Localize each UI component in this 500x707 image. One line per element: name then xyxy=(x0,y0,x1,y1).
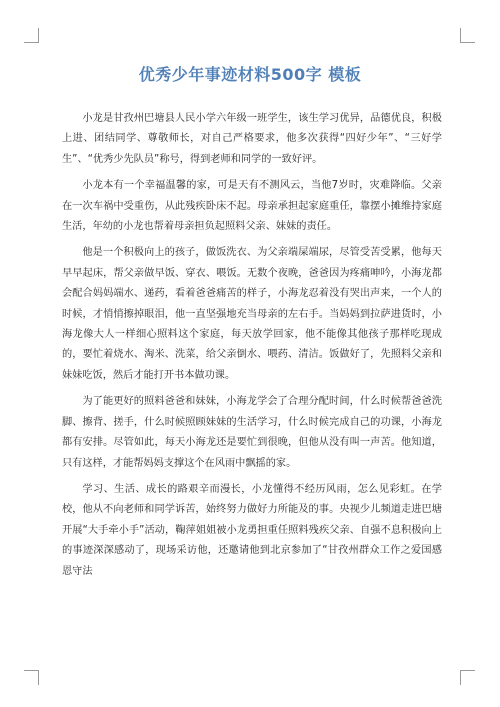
document-body xyxy=(62,109,442,588)
document-title: 优秀少年事迹材料500字 模板 xyxy=(138,65,362,84)
crop-mark-top-right xyxy=(460,28,475,43)
crop-mark-bottom-right xyxy=(460,670,475,685)
paragraph-2: 小龙本有一个幸福温馨的家，可是天有不测风云，当他7岁时，灾难降临。父亲在一次车祸中受重伤，从此残疾卧床不起。母亲承担起家庭重任，靠摆小摊维持家庭生活，年幼的小龙也帮着母亲担负起照料父亲、妹妹的责任。 xyxy=(62,180,442,233)
crop-mark-top-left xyxy=(24,28,39,43)
crop-mark-bottom-left xyxy=(24,670,39,685)
paragraph-1: 小龙是甘孜州巴塘县人民小学六年级一班学生，该生学习优异，品德优良，积极上进、团结同学、尊敬师长，对自己严格要求，他多次获得“四好少年”、“三好学生”、“优秀少先队员”称号，得到老师和同学的一致好评。 xyxy=(62,113,442,165)
paragraph-4: 为了能更好的照料爸爸和妹妹，小海龙学会了合理分配时间，什么时候帮爸爸洗脚、擦背、搓手，什么时候照顾妹妹的生活学习，什么时候完成自己的功课，小海龙都有安排。尽管如此，每天小海龙还是要忙到很晚，但他从没有叫一声苦。他知道，只有这样，才能帮妈妈支撑这个在风雨中飘摇的家。 xyxy=(62,396,442,469)
paragraph-5: 学习、生活、成长的路艰辛而漫长，小龙懂得不经历风雨，怎么见彩虹。在学校，他从不向老师和同学诉苦，始终努力做好力所能及的事。央视少儿频道走进巴塘开展“大手牵小手”活动，鞠萍姐姐被小龙勇担重任照料残疾父亲、自强不息积极向上的事迹深深感动了，现场采访他，还邀请他到北京参加了“甘孜州群众工作之爱国感恩守法 xyxy=(62,483,442,577)
paragraph-3: 他是一个积极向上的孩子，做饭洗衣、为父亲端屎端尿，尽管受苦受累，他每天早早起床，帮父亲做早饭、穿衣、喂饭。无数个夜晚，爸爸因为疼痛呻吟，小海龙都会配合妈妈端水、递药，看着爸爸痛苦的样子，小海龙忍着没有哭出声来，一个人的时候，才悄悄擦掉眼泪，他一直坚强地充当母亲的左右手。当妈妈到拉萨进货时，小海龙像大人一样细心照料这个家庭，每天放学回家，他不能像其他孩子那样吃现成的，要忙着烧水、淘米、洗菜，给父亲倒水、喂药、清洁。饭做好了，先照料父亲和妹妹吃饭，然后才能打开书本做功课。 xyxy=(62,247,442,381)
